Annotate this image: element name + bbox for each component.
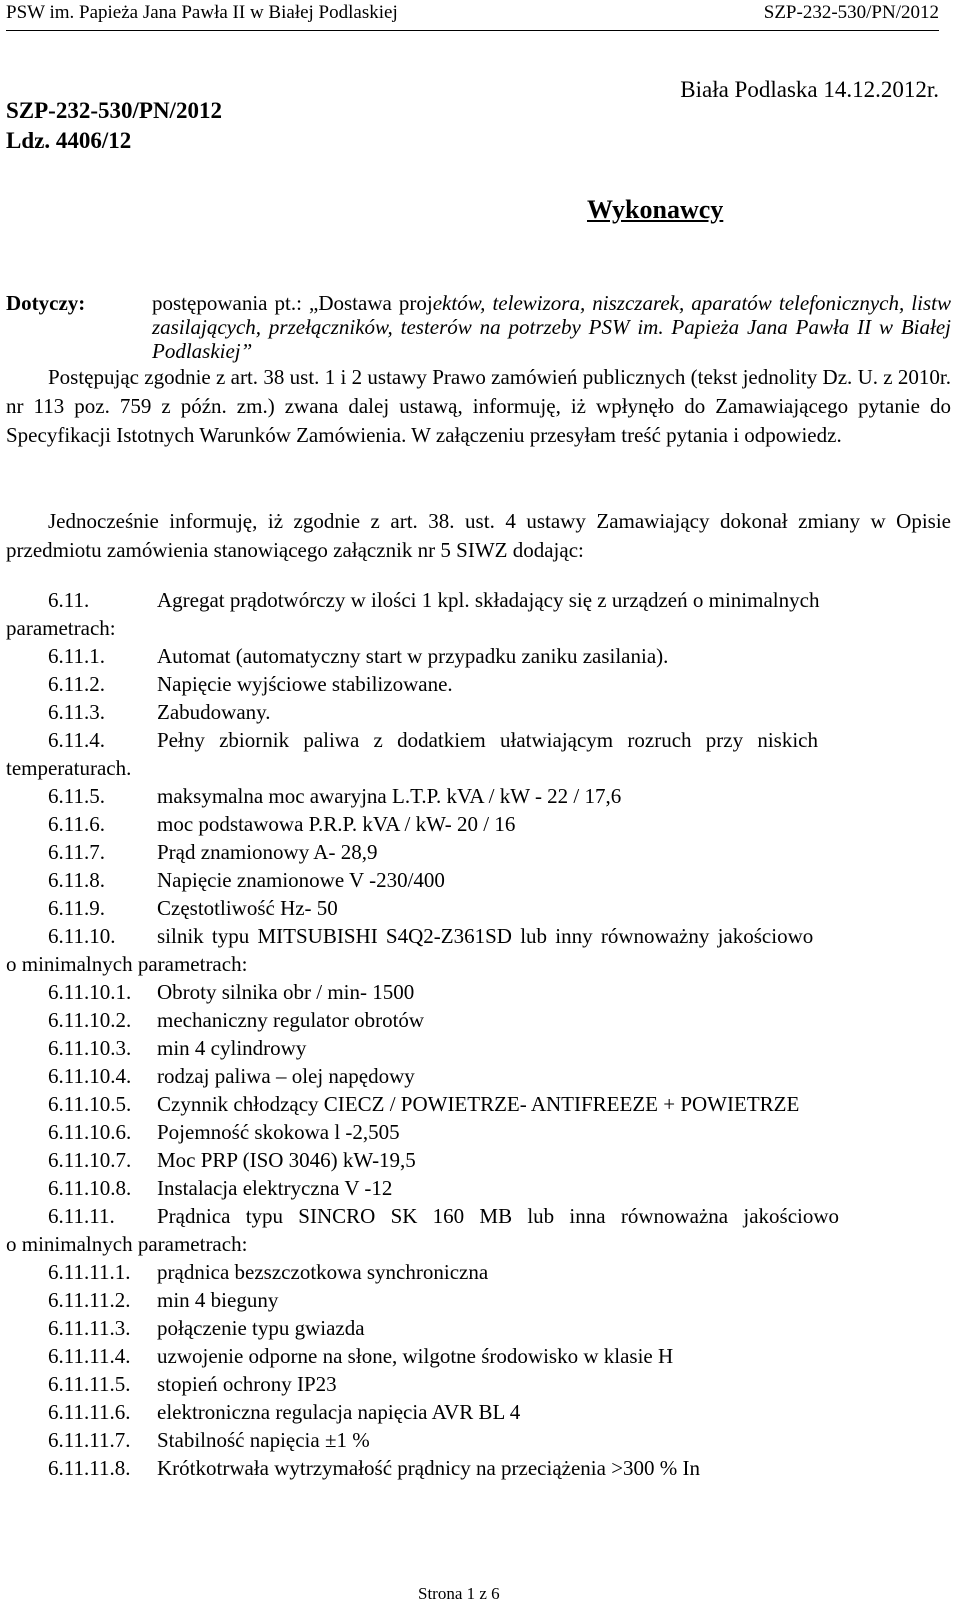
- list-item: [6, 978, 951, 1006]
- item-text: uzwojenie odporne na słone, wilgotne środowisko w klasie H: [157, 1344, 674, 1368]
- item-text: Zabudowany.: [157, 700, 271, 724]
- item-continuation: o minimalnych parametrach:: [6, 952, 248, 976]
- item-number: 6.11.10.7.: [48, 1148, 132, 1172]
- list-item: [6, 1174, 951, 1202]
- item-number: 6.11.10.4.: [48, 1064, 132, 1088]
- item-number: 6.11.: [48, 588, 90, 612]
- item-number: 6.11.5.: [48, 784, 105, 808]
- spec-list: [6, 586, 951, 1482]
- list-item: [6, 1398, 951, 1426]
- list-item: [6, 586, 951, 614]
- list-item: [6, 810, 951, 838]
- item-number: 6.11.8.: [48, 868, 105, 892]
- item-text: Pojemność skokowa l -2,505: [157, 1120, 400, 1144]
- item-text: maksymalna moc awaryjna L.T.P. kVA / kW - 22 / 17,6: [157, 784, 622, 808]
- list-item: [6, 1034, 951, 1062]
- subject-text: [152, 291, 951, 363]
- item-number: 6.11.11.: [48, 1204, 115, 1228]
- item-text: Napięcie wyjściowe stabilizowane.: [157, 672, 453, 696]
- list-item: [6, 1090, 951, 1118]
- list-item: [6, 894, 951, 922]
- list-item-continuation: [6, 950, 951, 978]
- item-text: Moc PRP (ISO 3046) kW-19,5: [157, 1148, 416, 1172]
- item-text: min 4 cylindrowy: [157, 1036, 307, 1060]
- item-text: moc podstawowa P.R.P. kVA / kW- 20 / 16: [157, 812, 516, 836]
- reference-number: SZP-232-530/PN/2012: [6, 98, 222, 123]
- list-item: [6, 1314, 951, 1342]
- item-text: Napięcie znamionowe V -230/400: [157, 868, 445, 892]
- item-number: 6.11.11.4.: [48, 1344, 131, 1368]
- list-item: [6, 642, 951, 670]
- header-divider: [6, 30, 939, 31]
- item-text: min 4 bieguny: [157, 1288, 279, 1312]
- item-text: Czynnik chłodzący CIECZ / POWIETRZE- ANTIFREEZE + POWIETRZE: [157, 1092, 800, 1116]
- item-text: Instalacja elektryczna V -12: [157, 1176, 393, 1200]
- item-text: elektroniczna regulacja napięcia AVR BL 4: [157, 1400, 521, 1424]
- list-item: [6, 1454, 951, 1482]
- list-item: [6, 1202, 951, 1230]
- list-item: [6, 922, 951, 950]
- item-text: mechaniczny regulator obrotów: [157, 1008, 425, 1032]
- item-text: Prąd znamionowy A- 28,9: [157, 840, 378, 864]
- item-number: 6.11.1.: [48, 644, 105, 668]
- list-item: [6, 1062, 951, 1090]
- list-item-continuation: [6, 754, 951, 782]
- item-text: stopień ochrony IP23: [157, 1372, 337, 1396]
- item-number: 6.11.9.: [48, 896, 105, 920]
- item-number: 6.11.10.2.: [48, 1008, 132, 1032]
- body-paragraph-2: [6, 507, 951, 565]
- item-number: 6.11.10.5.: [48, 1092, 132, 1116]
- item-number: 6.11.4.: [48, 728, 105, 752]
- item-text: rodzaj paliwa – olej napędowy: [157, 1064, 415, 1088]
- item-text: Obroty silnika obr / min- 1500: [157, 980, 415, 1004]
- item-number: 6.11.11.3.: [48, 1316, 131, 1340]
- item-continuation: parametrach:: [6, 616, 116, 640]
- item-number: 6.11.10.6.: [48, 1120, 132, 1144]
- item-text: Agregat prądotwórczy w ilości 1 kpl. składający się z urządzeń o minimalnych: [157, 588, 820, 612]
- item-text: Stabilność napięcia ±1 %: [157, 1428, 370, 1452]
- body-paragraph-1: [6, 363, 951, 451]
- list-item: [6, 782, 951, 810]
- item-text: Prądnica typu SINCRO SK 160 MB lub inna równoważna jakościowo: [157, 1204, 840, 1228]
- list-item: [6, 1342, 951, 1370]
- list-item: [6, 1426, 951, 1454]
- list-item-continuation: [6, 614, 951, 642]
- subject-italic: ektów, telewizora, niszczarek, aparatów telefonicznych, listw zasilających, przełączników, testerów na potrzeby PSW im. Papieża Jana Pawła II w Białej Podlaskiej”: [152, 291, 951, 363]
- item-number: 6.11.7.: [48, 840, 105, 864]
- list-item: [6, 1118, 951, 1146]
- item-number: 6.11.11.6.: [48, 1400, 131, 1424]
- paragraph-2-text: Jednocześnie informuję, iż zgodnie z art. 38. ust. 4 ustawy Zamawiający dokonał zmiany w Opisie przedmiotu zamówienia stanowiącego załącznik nr 5 SIWZ dodając:: [6, 509, 951, 563]
- item-number: 6.11.11.5.: [48, 1372, 131, 1396]
- list-item: [6, 1146, 951, 1174]
- list-item: [6, 866, 951, 894]
- item-number: 6.11.3.: [48, 700, 105, 724]
- item-text: połączenie typu gwiazda: [157, 1316, 365, 1340]
- item-number: 6.11.11.7.: [48, 1428, 131, 1452]
- item-number: 6.11.10.3.: [48, 1036, 132, 1060]
- list-item: [6, 1258, 951, 1286]
- page-number: Strona 1 z 6: [418, 1584, 500, 1603]
- list-item: [6, 838, 951, 866]
- item-number: 6.11.11.2.: [48, 1288, 131, 1312]
- document-date: Biała Podlaska 14.12.2012r.: [680, 77, 939, 102]
- item-continuation: o minimalnych parametrach:: [6, 1232, 248, 1256]
- item-text: prądnica bezszczotkowa synchroniczna: [157, 1260, 489, 1284]
- item-number: 6.11.6.: [48, 812, 105, 836]
- item-continuation: temperaturach.: [6, 756, 132, 780]
- item-text: Pełny zbiornik paliwa z dodatkiem ułatwiającym rozruch przy niskich: [157, 728, 818, 752]
- list-item: [6, 1006, 951, 1034]
- subject-prefix: postępowania pt.: „Dostawa proj: [152, 291, 433, 315]
- list-item-continuation: [6, 1230, 951, 1258]
- ldz-number: Ldz. 4406/12: [6, 128, 132, 153]
- item-text: Częstotliwość Hz- 50: [157, 896, 338, 920]
- item-number: 6.11.11.8.: [48, 1456, 131, 1480]
- item-number: 6.11.10.8.: [48, 1176, 132, 1200]
- item-number: 6.11.2.: [48, 672, 105, 696]
- addressee: Wykonawcy: [587, 195, 724, 224]
- paragraph-1-text: Postępując zgodnie z art. 38 ust. 1 i 2 ustawy Prawo zamówień publicznych (tekst jednolity Dz. U. z 2010r. nr 113 poz. 759 z późn. zm.) zwana dalej ustawą, informuję, iż wpłynęło do Zamawiającego pytanie do Specyfikacji Istotnych Warunków Zamówienia. W załączeniu przesyłam treść pytania i odpowiedz.: [6, 365, 951, 448]
- item-text: silnik typu MITSUBISHI S4Q2-Z361SD lub inny równoważny jakościowo: [157, 924, 814, 948]
- header-institution: PSW im. Papieża Jana Pawła II w Białej Podlaskiej: [6, 2, 398, 23]
- subject-label: Dotyczy:: [6, 291, 86, 315]
- list-item: [6, 670, 951, 698]
- item-number: 6.11.10.: [48, 924, 116, 948]
- item-number: 6.11.11.1.: [48, 1260, 131, 1284]
- header-reference: SZP-232-530/PN/2012: [763, 2, 939, 23]
- list-item: [6, 698, 951, 726]
- list-item: [6, 726, 951, 754]
- item-text: Automat (automatyczny start w przypadku zaniku zasilania).: [157, 644, 669, 668]
- item-text: Krótkotrwała wytrzymałość prądnicy na przeciążenia >300 % In: [157, 1456, 701, 1480]
- list-item: [6, 1286, 951, 1314]
- list-item: [6, 1370, 951, 1398]
- item-number: 6.11.10.1.: [48, 980, 132, 1004]
